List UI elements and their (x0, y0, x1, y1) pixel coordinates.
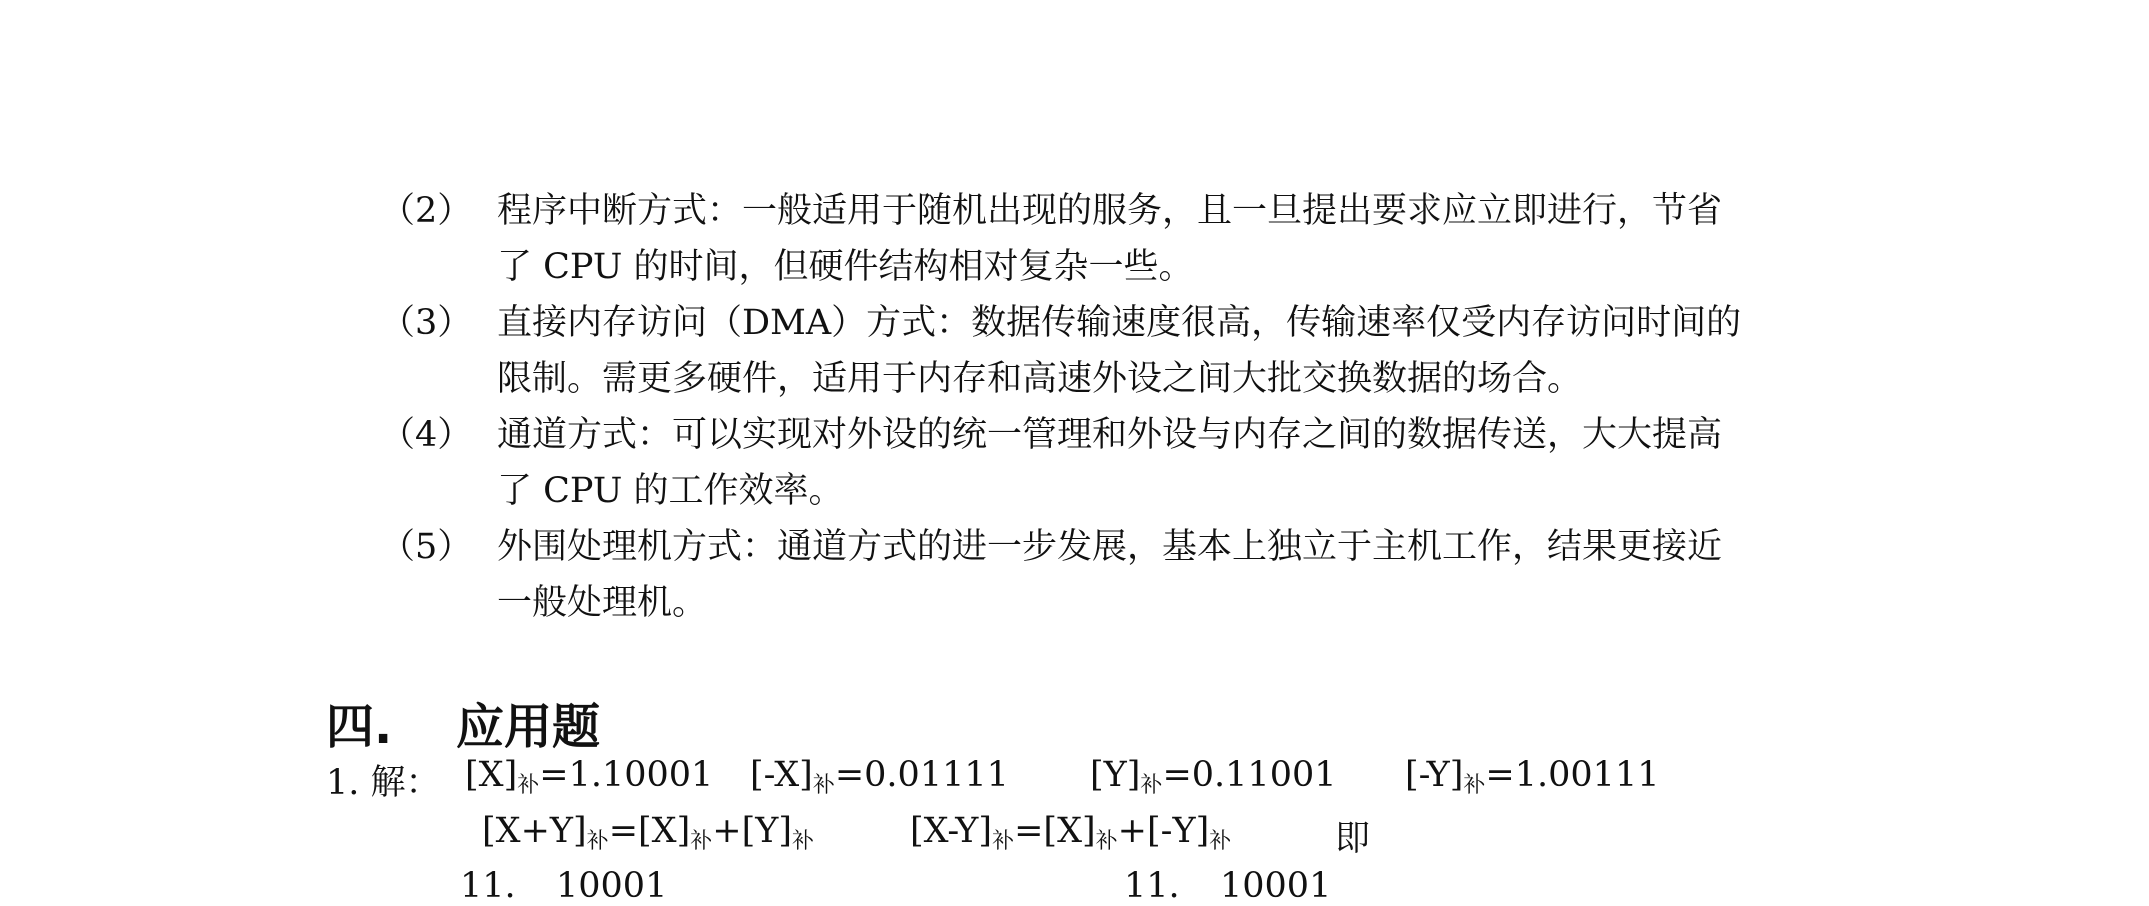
item-text (497, 183, 1857, 295)
section-number: 四. (326, 699, 393, 755)
y-complement (1090, 755, 1337, 798)
item-line: 了 CPU 的时间，但硬件结构相对复杂一些。 (497, 247, 1194, 287)
expr: [X+Y] (482, 811, 587, 851)
expr: =1.10001 (539, 755, 714, 795)
item-line: 通道方式：可以实现对外设的统一管理和外设与内存之间的数据传送，大大提高 (497, 415, 1723, 455)
item-number: （4） (380, 415, 473, 455)
section-title: 应用题 (456, 699, 601, 755)
ji-text: 即 (1335, 819, 1371, 859)
expr: +[-Y] (1117, 811, 1210, 851)
diff-expression (910, 811, 1232, 854)
item-line: 外围处理机方式：通道方式的进一步发展，基本上独立于主机工作，结果更接近 (497, 527, 1723, 567)
expr: =[X] (608, 811, 691, 851)
subscript: 补 (1463, 773, 1486, 798)
subscript: 补 (992, 829, 1015, 854)
expr: [X-Y] (910, 811, 993, 851)
item-number: （5） (380, 527, 473, 567)
x-complement (465, 755, 714, 798)
item-line: 程序中断方式：一般适用于随机出现的服务，且一旦提出要求应立即进行，节省 (497, 191, 1723, 231)
neg-x-complement (750, 755, 1009, 798)
calc-right-frac: 10001 (1220, 866, 1332, 906)
item-line: 直接内存访问（DMA）方式：数据传输速度很高，传输速率仅受内存访问时间的 (497, 303, 1742, 343)
calc-left-frac: 10001 (556, 866, 668, 906)
subscript: 补 (792, 829, 815, 854)
expr: [-Y] (1405, 755, 1464, 795)
expr: +[Y] (712, 811, 793, 851)
sum-expression (482, 811, 815, 854)
subscript: 补 (517, 773, 540, 798)
item-line: 了 CPU 的工作效率。 (497, 471, 844, 511)
neg-y-complement (1405, 755, 1660, 798)
item-line: 限制。需更多硬件，适用于内存和高速外设之间大批交换数据的场合。 (497, 359, 1583, 399)
item-number: （3） (380, 303, 473, 343)
subscript: 补 (1095, 829, 1118, 854)
problem-label: 1. 解： (326, 763, 441, 803)
expr: [X] (465, 755, 518, 795)
calc-left-int: 11. (460, 866, 516, 906)
item-text (497, 519, 1857, 631)
subscript: 补 (690, 829, 713, 854)
expr: [Y] (1090, 755, 1141, 795)
subscript: 补 (586, 829, 609, 854)
item-line: 一般处理机。 (497, 583, 708, 623)
subscript: 补 (1209, 829, 1232, 854)
expr: =0.11001 (1162, 755, 1337, 795)
expr: [-X] (750, 755, 813, 795)
item-text (497, 407, 1857, 519)
expr: =1.00111 (1485, 755, 1660, 795)
item-text (497, 295, 1857, 407)
calc-right-int: 11. (1124, 866, 1180, 906)
item-number: （2） (380, 191, 473, 231)
subscript: 补 (812, 773, 835, 798)
expr: =[X] (1014, 811, 1096, 851)
expr: =0.01111 (834, 755, 1009, 795)
subscript: 补 (1140, 773, 1163, 798)
